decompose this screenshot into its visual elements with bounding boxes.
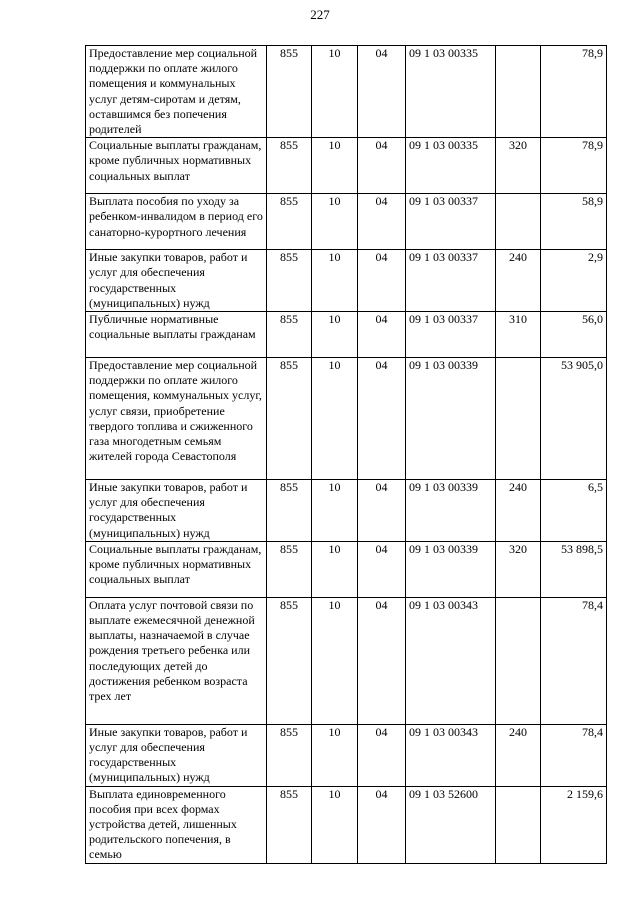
row-sum-cell: 56,0 (541, 312, 607, 358)
table-row (86, 541, 607, 597)
row-name-cell: Социальные выплаты гражданам, кроме публичных нормативных социальных выплат (86, 541, 267, 597)
row-target-code-cell: 09 1 03 00343 (406, 597, 496, 724)
row-ved-cell: 855 (267, 312, 312, 358)
row-sum-cell: 78,4 (541, 724, 607, 786)
row-subsection-cell: 04 (358, 138, 406, 194)
row-name-cell: Иные закупки товаров, работ и услуг для обеспечения государственных (муниципальных) нужд (86, 250, 267, 312)
row-sum-cell: 2,9 (541, 250, 607, 312)
row-name-cell: Выплата единовременного пособия при всех формах устройства детей, лишенных родительского попечения, в семью (86, 786, 267, 863)
table-row (86, 138, 607, 194)
row-subsection-cell: 04 (358, 250, 406, 312)
row-sum-cell: 78,9 (541, 138, 607, 194)
row-ved-cell: 855 (267, 250, 312, 312)
row-subsection-cell: 04 (358, 724, 406, 786)
row-expense-type-cell: 320 (496, 138, 541, 194)
row-expense-type-cell: 240 (496, 250, 541, 312)
row-target-code-cell: 09 1 03 52600 (406, 786, 496, 863)
table-row (86, 358, 607, 480)
row-section-cell: 10 (312, 194, 358, 250)
row-sum-cell: 78,4 (541, 597, 607, 724)
row-section-cell: 10 (312, 138, 358, 194)
row-name-cell: Иные закупки товаров, работ и услуг для обеспечения государственных (муниципальных) нужд (86, 724, 267, 786)
row-subsection-cell: 04 (358, 541, 406, 597)
table-row (86, 250, 607, 312)
row-section-cell: 10 (312, 358, 358, 480)
row-sum-cell: 53 898,5 (541, 541, 607, 597)
row-target-code-cell: 09 1 03 00339 (406, 541, 496, 597)
row-subsection-cell: 04 (358, 312, 406, 358)
table-row (86, 194, 607, 250)
row-subsection-cell: 04 (358, 597, 406, 724)
row-target-code-cell: 09 1 03 00339 (406, 358, 496, 480)
row-target-code-cell: 09 1 03 00337 (406, 194, 496, 250)
row-ved-cell: 855 (267, 138, 312, 194)
row-name-cell: Социальные выплаты гражданам, кроме публичных нормативных социальных выплат (86, 138, 267, 194)
budget-table (85, 45, 607, 864)
row-section-cell: 10 (312, 597, 358, 724)
page-number: 227 (310, 7, 330, 22)
row-expense-type-cell (496, 597, 541, 724)
row-section-cell: 10 (312, 480, 358, 542)
row-expense-type-cell (496, 358, 541, 480)
row-subsection-cell: 04 (358, 46, 406, 138)
row-ved-cell: 855 (267, 480, 312, 542)
row-section-cell: 10 (312, 786, 358, 863)
table-row (86, 480, 607, 542)
row-ved-cell: 855 (267, 194, 312, 250)
row-name-cell: Предоставление мер социальной поддержки по оплате жилого помещения и коммунальных услуг детям-сиротам и детям, оставшимся без попечения родителей (86, 46, 267, 138)
row-name-cell: Оплата услуг почтовой связи по выплате ежемесячной денежной выплаты, назначаемой в случае рождения третьего ребенка или последующих детей до достижения ребенком возраста трех лет (86, 597, 267, 724)
row-name-cell: Публичные нормативные социальные выплаты гражданам (86, 312, 267, 358)
row-subsection-cell: 04 (358, 480, 406, 542)
row-target-code-cell: 09 1 03 00337 (406, 250, 496, 312)
row-ved-cell: 855 (267, 541, 312, 597)
row-sum-cell: 58,9 (541, 194, 607, 250)
row-expense-type-cell (496, 46, 541, 138)
table-row (86, 312, 607, 358)
row-target-code-cell: 09 1 03 00337 (406, 312, 496, 358)
row-sum-cell: 53 905,0 (541, 358, 607, 480)
row-name-cell: Выплата пособия по уходу за ребенком-инвалидом в период его санаторно-курортного лечения (86, 194, 267, 250)
row-expense-type-cell (496, 786, 541, 863)
row-subsection-cell: 04 (358, 786, 406, 863)
row-name-cell: Иные закупки товаров, работ и услуг для обеспечения государственных (муниципальных) нужд (86, 480, 267, 542)
table-body (86, 46, 607, 864)
table-row (86, 597, 607, 724)
row-target-code-cell: 09 1 03 00335 (406, 138, 496, 194)
row-ved-cell: 855 (267, 786, 312, 863)
row-ved-cell: 855 (267, 724, 312, 786)
row-subsection-cell: 04 (358, 194, 406, 250)
row-section-cell: 10 (312, 46, 358, 138)
row-ved-cell: 855 (267, 358, 312, 480)
row-expense-type-cell (496, 194, 541, 250)
row-expense-type-cell: 240 (496, 480, 541, 542)
row-sum-cell: 2 159,6 (541, 786, 607, 863)
row-expense-type-cell: 320 (496, 541, 541, 597)
row-target-code-cell: 09 1 03 00339 (406, 480, 496, 542)
row-subsection-cell: 04 (358, 358, 406, 480)
row-ved-cell: 855 (267, 46, 312, 138)
row-section-cell: 10 (312, 312, 358, 358)
table-row (86, 724, 607, 786)
row-section-cell: 10 (312, 250, 358, 312)
row-section-cell: 10 (312, 724, 358, 786)
row-expense-type-cell: 240 (496, 724, 541, 786)
row-sum-cell: 6,5 (541, 480, 607, 542)
row-sum-cell: 78,9 (541, 46, 607, 138)
row-name-cell: Предоставление мер социальной поддержки по оплате жилого помещения, коммунальных услуг, услуг связи, приобретение твердого топлива и сжиженного газа многодетным семьям жителей города Севастополя (86, 358, 267, 480)
table-row (86, 786, 607, 863)
row-expense-type-cell: 310 (496, 312, 541, 358)
row-ved-cell: 855 (267, 597, 312, 724)
row-section-cell: 10 (312, 541, 358, 597)
table-row (86, 46, 607, 138)
row-target-code-cell: 09 1 03 00335 (406, 46, 496, 138)
row-target-code-cell: 09 1 03 00343 (406, 724, 496, 786)
